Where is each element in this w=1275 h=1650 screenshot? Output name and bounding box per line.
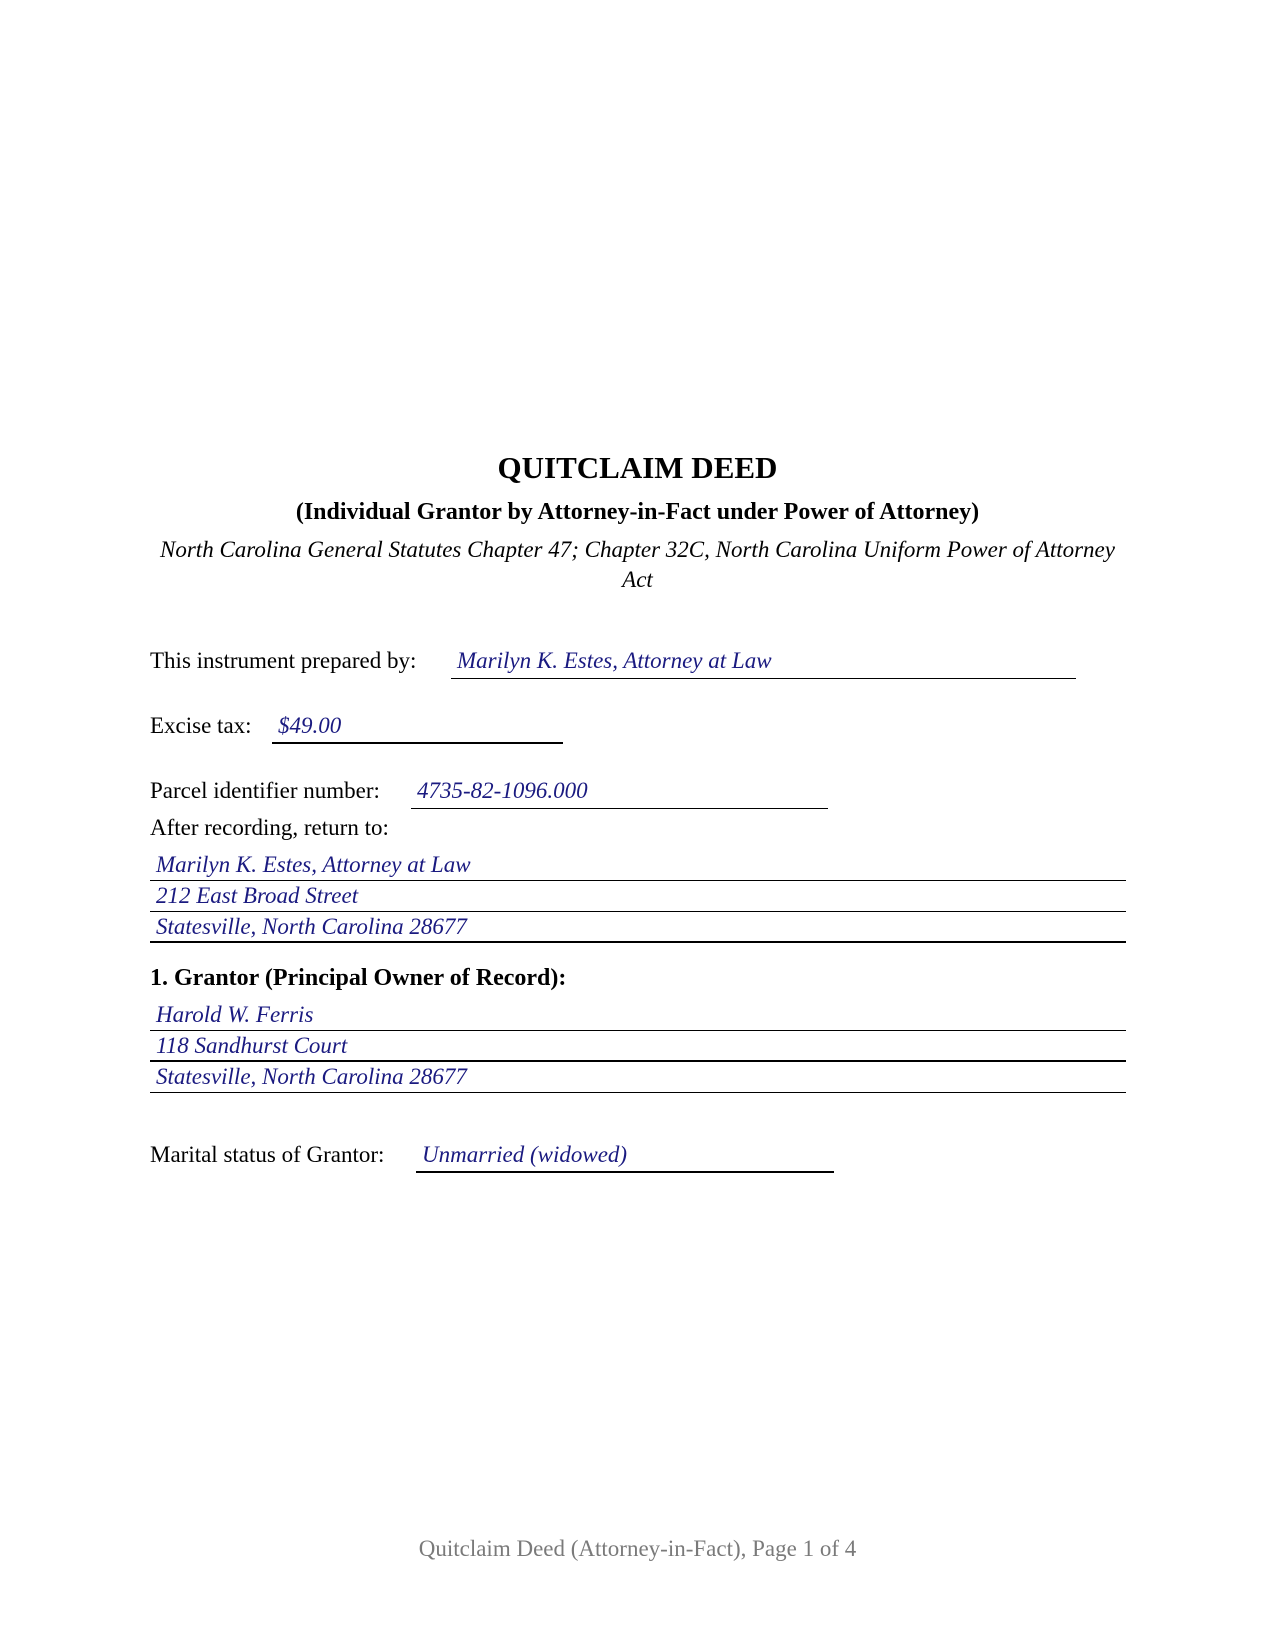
document-title: QUITCLAIM DEED [497,450,778,485]
return-to-line-2[interactable]: 212 East Broad Street [150,881,1126,912]
document-subtitle: (Individual Grantor by Attorney-in-Fact under Power of Attorney) [295,499,980,525]
excise-tax-label: Excise tax: [150,713,252,738]
excise-tax-field[interactable]: $49.00 [272,711,563,744]
page-footer: Quitclaim Deed (Attorney-in-Fact), Page 1 of 4 [418,1536,857,1561]
grantor-line-2[interactable]: 118 Sandhurst Court [150,1031,1126,1062]
prepared-by-label: This instrument prepared by: [150,648,417,673]
return-to-label: After recording, return to: [150,815,389,840]
grantor-heading: 1. Grantor (Principal Owner of Record): [150,965,567,991]
prepared-by-field[interactable]: Marilyn K. Estes, Attorney at Law [451,646,1076,679]
grantor-line-3[interactable]: Statesville, North Carolina 28677 [150,1062,1126,1093]
return-to-line-3[interactable]: Statesville, North Carolina 28677 [150,912,1126,943]
return-to-line-1[interactable]: Marilyn K. Estes, Attorney at Law [150,850,1126,881]
marital-status-field[interactable]: Unmarried (widowed) [416,1140,834,1173]
statute-reference: North Carolina General Statutes Chapter 47; Chapter 32C, North Carolina Uniform Power of Attorney Act [160,537,1115,592]
marital-status-label: Marital status of Grantor: [150,1142,385,1167]
grantor-line-1[interactable]: Harold W. Ferris [150,1000,1126,1031]
parcel-id-field[interactable]: 4735-82-1096.000 [411,776,828,809]
parcel-id-label: Parcel identifier number: [150,778,380,803]
